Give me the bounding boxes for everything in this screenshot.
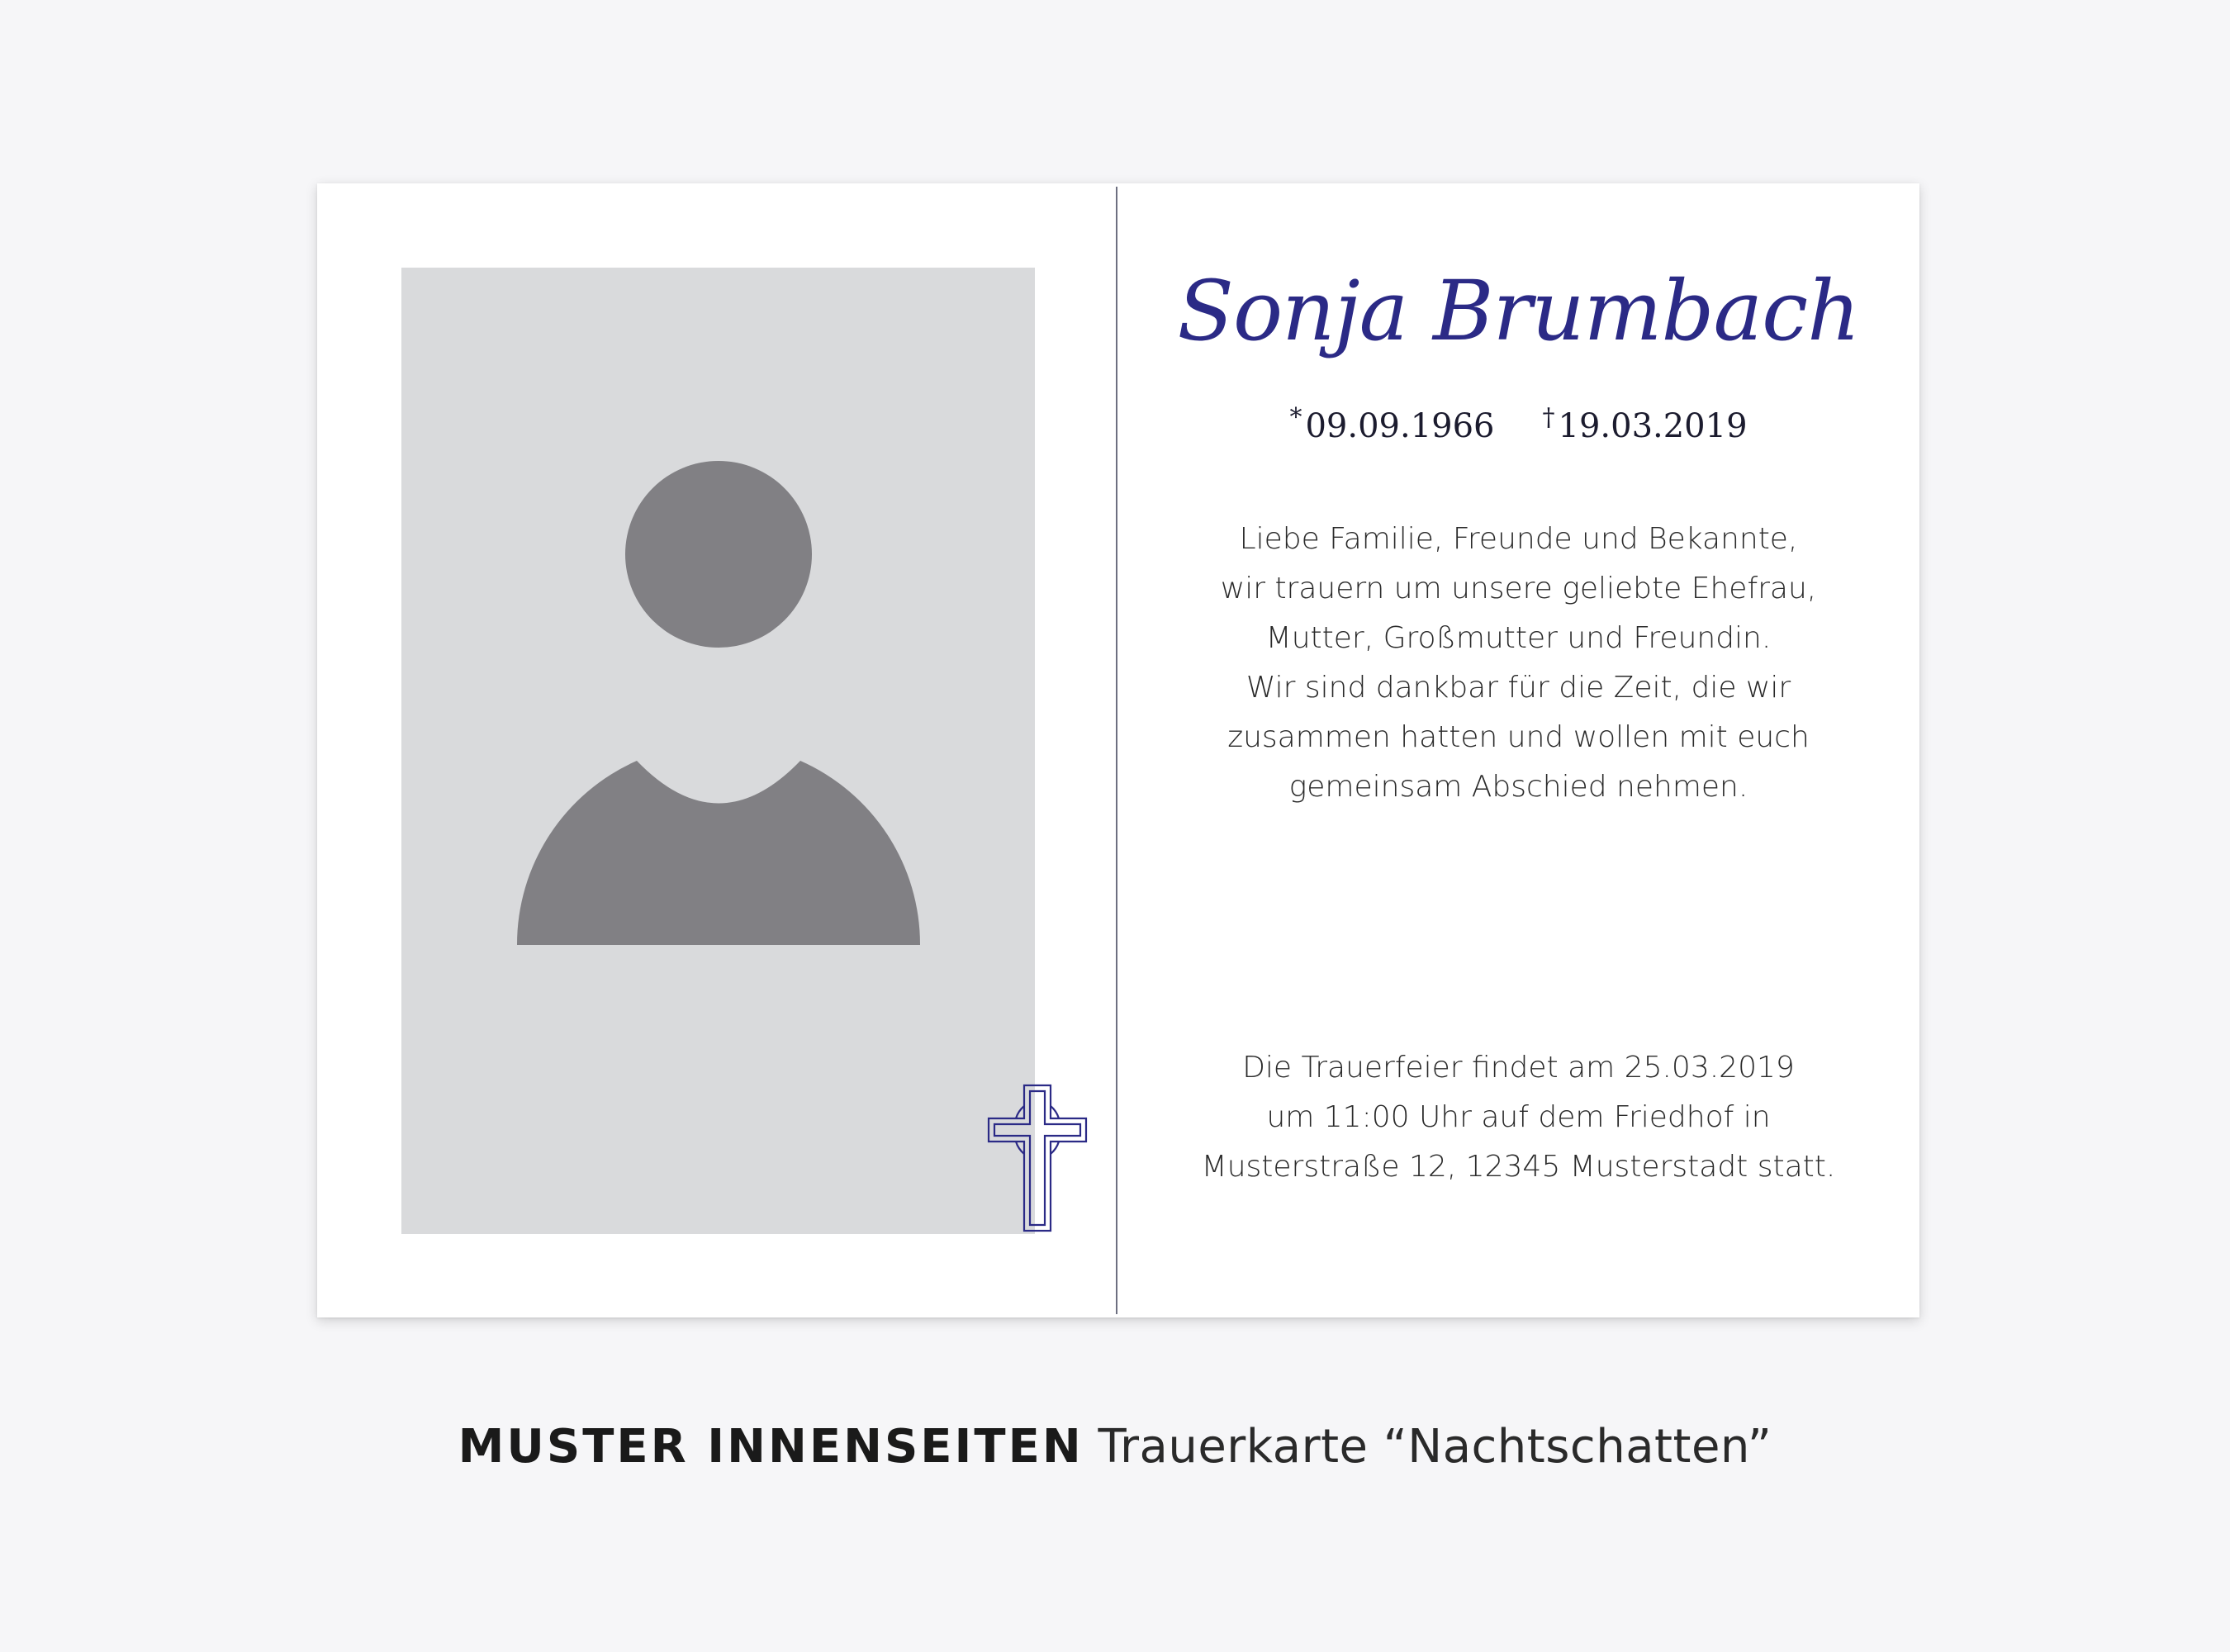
message-line: wir trauern um unsere geliebte Ehefrau, (1220, 572, 1817, 605)
cross-icon (985, 1084, 1089, 1232)
message-line: Mutter, Großmutter und Freundin. (1265, 621, 1772, 655)
caption (0, 1419, 2230, 1474)
ceremony-line: Die Trauerfeier findet am 25.03.2019 (1242, 1051, 1795, 1085)
person-silhouette-icon (401, 268, 1035, 1234)
ceremony-line: um 11:00 Uhr auf dem Friedhof in (1266, 1100, 1771, 1134)
deceased-name: Sonja Brumbach (1177, 263, 1860, 359)
death-date: 19.03.2019 (1558, 407, 1748, 445)
ceremony-text (1117, 1043, 1919, 1192)
caption-bold: MUSTER INNENSEITEN (458, 1420, 1084, 1474)
photo-placeholder (401, 268, 1035, 1234)
condolence-card (317, 183, 1919, 1317)
caption-title: Trauerkarte “Nachtschatten” (1098, 1420, 1772, 1474)
message-line: zusammen hatten und wollen mit euch (1227, 720, 1810, 754)
message-text (1117, 515, 1919, 812)
message-line: gemeinsam Abschied nehmen. (1288, 770, 1748, 804)
ceremony-line: Musterstraße 12, 12345 Musterstadt statt. (1201, 1150, 1836, 1184)
birth-symbol: * (1289, 403, 1302, 432)
right-page (1117, 183, 1919, 1317)
life-dates (1117, 403, 1919, 446)
message-line: Wir sind dankbar für die Zeit, die wir (1245, 671, 1791, 705)
birth-date: 09.09.1966 (1305, 407, 1495, 445)
death-symbol: † (1542, 403, 1555, 432)
message-line: Liebe Familie, Freunde und Bekannte, (1239, 522, 1798, 556)
